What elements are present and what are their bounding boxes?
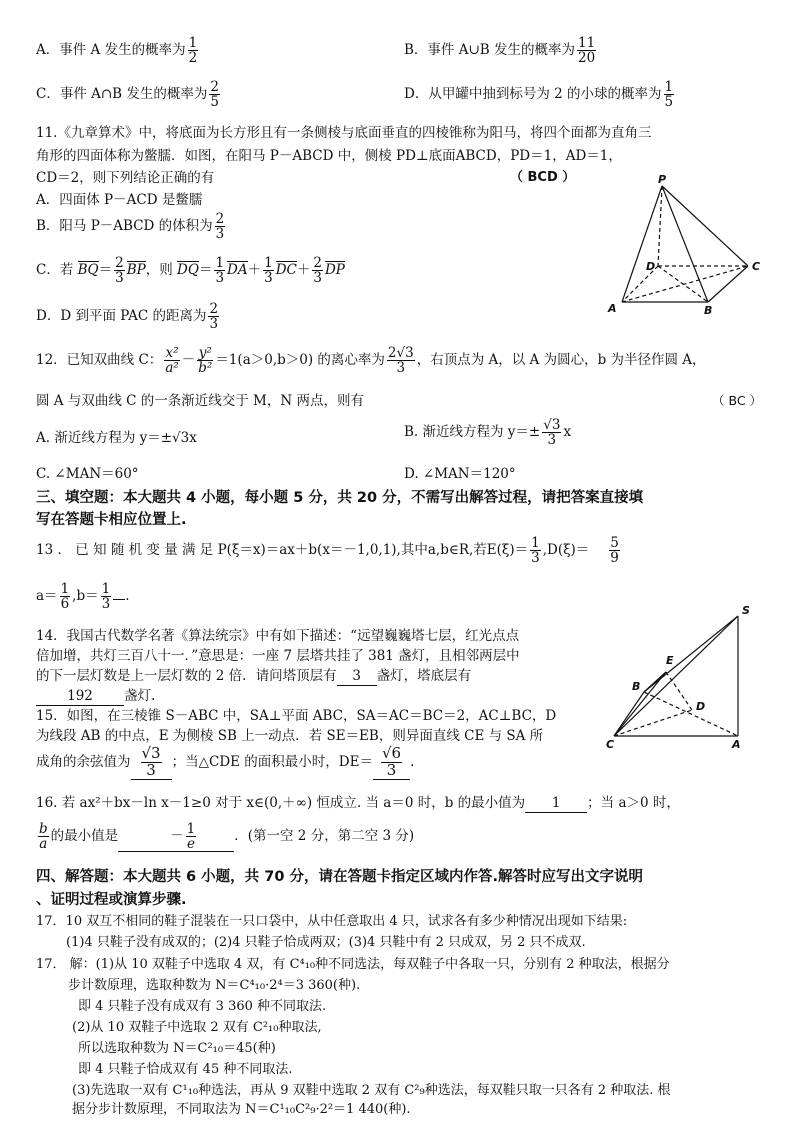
q11-stem-line3: CD＝2，则下列结论正确的有: [36, 170, 215, 186]
q13-stem: 13 ． 已 知 随 机 变 量 满 足 P(ξ＝x)＝ax＋b(x＝－1,0,1),其中a,b∈R,若E(ξ)＝ $\frac{1}{3}$ ,D(ξ)＝ $\frac{5}{9}$: [36, 535, 619, 567]
fraction: $\frac{\text{x²}}{\text{a²}}$: [165, 345, 179, 377]
fraction: $\frac{1}{3}$: [531, 535, 540, 567]
fraction: $\frac{2}{3}$: [209, 301, 219, 333]
vector-bq: BQ: [77, 262, 99, 279]
section4-heading-line1: 四、解答题：本大题共 6 小题，共 70 分，请在答题卡指定区域内作答.解答时应写出文字说明: [36, 869, 643, 885]
fraction: $\frac{1}{3}$: [215, 255, 225, 287]
label-a: A: [608, 302, 617, 315]
q15-tetrahedron-figure: [600, 600, 770, 750]
q14-answer-1: 3: [337, 668, 377, 686]
label-c: C: [606, 738, 615, 750]
q11-stem-line1: 11.《九章算术》中，将底面为长方形且有一条侧棱与底面垂直的四棱锥称为阳马，将四个面都为直角三: [36, 125, 652, 141]
fraction: $\frac{2}{3}$: [313, 255, 322, 287]
q14-line2: 倍加增，共灯三百八十一．”意思是：一座 7 层塔共挂了 381 盏灯，且相邻两层中: [36, 648, 520, 664]
q11-option-c: C．若 BQ＝ $\frac{2}{3}$ BP，则 DQ＝ $\frac{1}{3}$ DA＋ $\frac{1}{3}$ DC＋ $\frac{2}{3}$ DP: [36, 255, 345, 287]
fraction: $\frac{2}{3}$: [215, 211, 225, 243]
q11-option-a: A．四面体 P－ACD 是鳖臑: [36, 192, 203, 208]
fraction: $\frac{2}{3}$: [115, 255, 124, 287]
q16-line2: $\frac{b}{a}$ 的最小值是 － $\frac{1}{e}$ ．(第一空 2 分，第二空 3 分): [39, 821, 415, 853]
vector-bp: BP: [126, 262, 146, 279]
fraction: $\frac{2}{5}$: [210, 79, 219, 111]
label-p: P: [658, 173, 667, 186]
q11-option-b: B．阳马 P－ABCD 的体积为 $\frac{2}{3}$: [36, 211, 225, 243]
q11-answer: （ BCD ）: [510, 170, 576, 185]
label-b: B: [632, 680, 641, 693]
fraction: $\frac{1}{2}$: [188, 35, 198, 67]
sol17-line7: (3)先选取一双有 C¹₁₀种选法，再从 9 双鞋中选取 2 双有 C²₉种选法，每双鞋只取一只各有 2 种取法. 根: [72, 1083, 671, 1098]
fraction: $\frac{1}{3}$: [101, 581, 111, 613]
q16-answer-2: － $\frac{1}{e}$: [118, 822, 234, 852]
q13-answer: a＝ $\frac{1}{6}$ ,b＝ $\frac{1}{3}$ .: [36, 581, 130, 613]
q10-option-c: C．事件 A∩B 发生的概率为 $\frac{2}{5}$: [36, 79, 219, 111]
q12-stem-line2: 圆 A 与双曲线 C 的一条渐近线交于 M，N 两点，则有: [36, 393, 364, 409]
vector-da: DA: [227, 262, 248, 279]
q15-answer-1: $\frac{√3}{3}$: [141, 744, 161, 779]
q12-option-d: D. ∠MAN＝120°: [404, 466, 516, 482]
fraction: $\frac{\text{y²}}{\text{b²}}$: [198, 345, 213, 377]
q15-line2: 为线段 AB 的中点，E 为侧棱 SB 上一动点．若 SE＝EB，则异面直线 CE 与 SA 所: [36, 728, 544, 744]
fraction: $\frac{√3}{3}$: [543, 417, 561, 449]
label-a: A: [732, 738, 741, 750]
vector-dp: DP: [324, 262, 345, 279]
q14-line1: 14．我国古代数学名著《算法统宗》中有如下描述：“远望巍巍塔七层，红光点点: [36, 628, 520, 644]
sol17-line4: (2)从 10 双鞋子中选取 2 双有 C²₁₀种取法,: [72, 1020, 322, 1035]
fraction: $\frac{b}{a}$: [39, 821, 48, 853]
sol17-line3: 即 4 只鞋子没有成双有 3 360 种不同取法.: [78, 999, 327, 1014]
sol17-line5: 所以选取种数为 N＝C²₁₀＝45(种): [78, 1041, 276, 1056]
q12-option-b: B. 渐近线方程为 y＝± $\frac{√3}{3}$ x: [404, 417, 572, 449]
q16-line1: 16. 若 ax²＋bx－ln x－1≥0 对于 x∈(0,＋∞) 恒成立. 当 a＝0 时，b 的最小值为 1 ；当 a＞0 时，: [36, 795, 680, 811]
label-d: D: [696, 700, 706, 713]
section4-heading-line2: 、证明过程或演算步骤.: [36, 892, 187, 908]
q10-option-b: B．事件 A∪B 发生的概率为 $\frac{11}{20}$: [404, 35, 596, 67]
q12-stem-line1: 12．已知双曲线 C： $\frac{\text{x²}}{\text{a²}}$ － $\frac{\text{y²}}{\text{b²}}$ ＝1(a＞0,b＞0) 的离心率为 $\frac{2√3}{3}$ ，右顶点为 A，以 A 为圆心，b 为半径作圆 A，: [36, 345, 706, 377]
q15-line3: 成角的余弦值为 $\frac{√3}{3}$ ；当△CDE 的面积最小时，DE＝ $\frac{√6}{3}$ .: [36, 744, 415, 779]
q12-option-c: C. ∠MAN＝60°: [36, 466, 139, 482]
q15-answer-2: $\frac{√6}{3}$: [381, 744, 402, 779]
fraction: $\frac{11}{20}$: [577, 35, 596, 67]
q11-option-d: D．D 到平面 PAC 的距离为 $\frac{2}{3}$: [36, 301, 219, 333]
section3-heading-line1: 三、填空题：本大题共 4 小题，每小题 5 分，共 20 分，不需写出解答过程，请把答案直接填: [36, 490, 644, 506]
sol17-line8: 据分步计数原理，不同取法为 N＝C¹₁₀C²₉·2²＝1 440(种).: [72, 1102, 411, 1117]
label-c: C: [752, 260, 761, 273]
fraction: $\frac{1}{6}$: [60, 581, 70, 613]
fraction: $\frac{1}{3}$: [264, 255, 273, 287]
fraction: $\frac{2√3}{3}$: [387, 345, 414, 377]
fraction: $\frac{5}{9}$: [610, 535, 619, 567]
q14-line4: 192 盏灯.: [36, 688, 155, 706]
vector-dc: DC: [275, 262, 297, 279]
q11-stem-line2: 角形的四面体称为鳖臑．如图，在阳马 P－ABCD 中，侧棱 PD⊥底面ABCD，PD＝1，AD＝1，: [36, 148, 622, 164]
q14-line3: 的下一层灯数是上一层灯数的 2 倍．请问塔顶层有 3 盏灯，塔底层有: [36, 668, 472, 684]
sol17-line6: 即 4 只鞋子恰成双有 45 种不同取法.: [78, 1062, 293, 1077]
fraction: $\frac{1}{e}$: [186, 821, 196, 853]
sol17-line1: 17． 解：(1)从 10 双鞋子中选取 4 双，有 C⁴₁₀种不同选法，每双鞋子中各取一只，分别有 2 种取法，根据分: [36, 957, 670, 972]
q12-option-a: A. 渐近线方程为 y＝±√3x: [36, 430, 197, 446]
q16-answer-1: 1: [525, 795, 587, 813]
label-e: E: [666, 654, 674, 667]
q17-line2: (1)4 只鞋子没有成双的；(2)4 只鞋子恰成两双；(3)4 只鞋中有 2 只成双，另 2 只不成双.: [66, 935, 586, 950]
label-d: D: [646, 260, 656, 273]
q15-line1: 15．如图，在三棱锥 S－ABC 中，SA⊥平面 ABC，SA＝AC＝BC＝2，AC⊥BC，D: [36, 708, 557, 724]
fraction: $\frac{1}{5}$: [664, 79, 674, 111]
label-b: B: [704, 304, 713, 317]
label-s: S: [742, 604, 750, 617]
q17-line1: 17．10 双互不相同的鞋子混装在一只口袋中，从中任意取出 4 只，试求各有多少种情况出现如下结果:: [36, 914, 628, 929]
section3-heading-line2: 写在答题卡相应位置上.: [36, 512, 187, 528]
vector-dq: DQ: [177, 262, 199, 279]
q10-option-a: A．事件 A 发生的概率为 $\frac{1}{2}$: [36, 35, 198, 67]
q12-answer: （ BC ）: [712, 393, 763, 408]
sol17-line2: 步计数原理，选取种数为 N＝C⁴₁₀·2⁴＝3 360(种).: [68, 978, 361, 993]
q14-answer-2: 192: [36, 688, 124, 706]
q10-option-d: D．从甲罐中抽到标号为 2 的小球的概率为 $\frac{1}{5}$: [404, 79, 674, 111]
q11-pyramid-figure: [600, 170, 770, 320]
